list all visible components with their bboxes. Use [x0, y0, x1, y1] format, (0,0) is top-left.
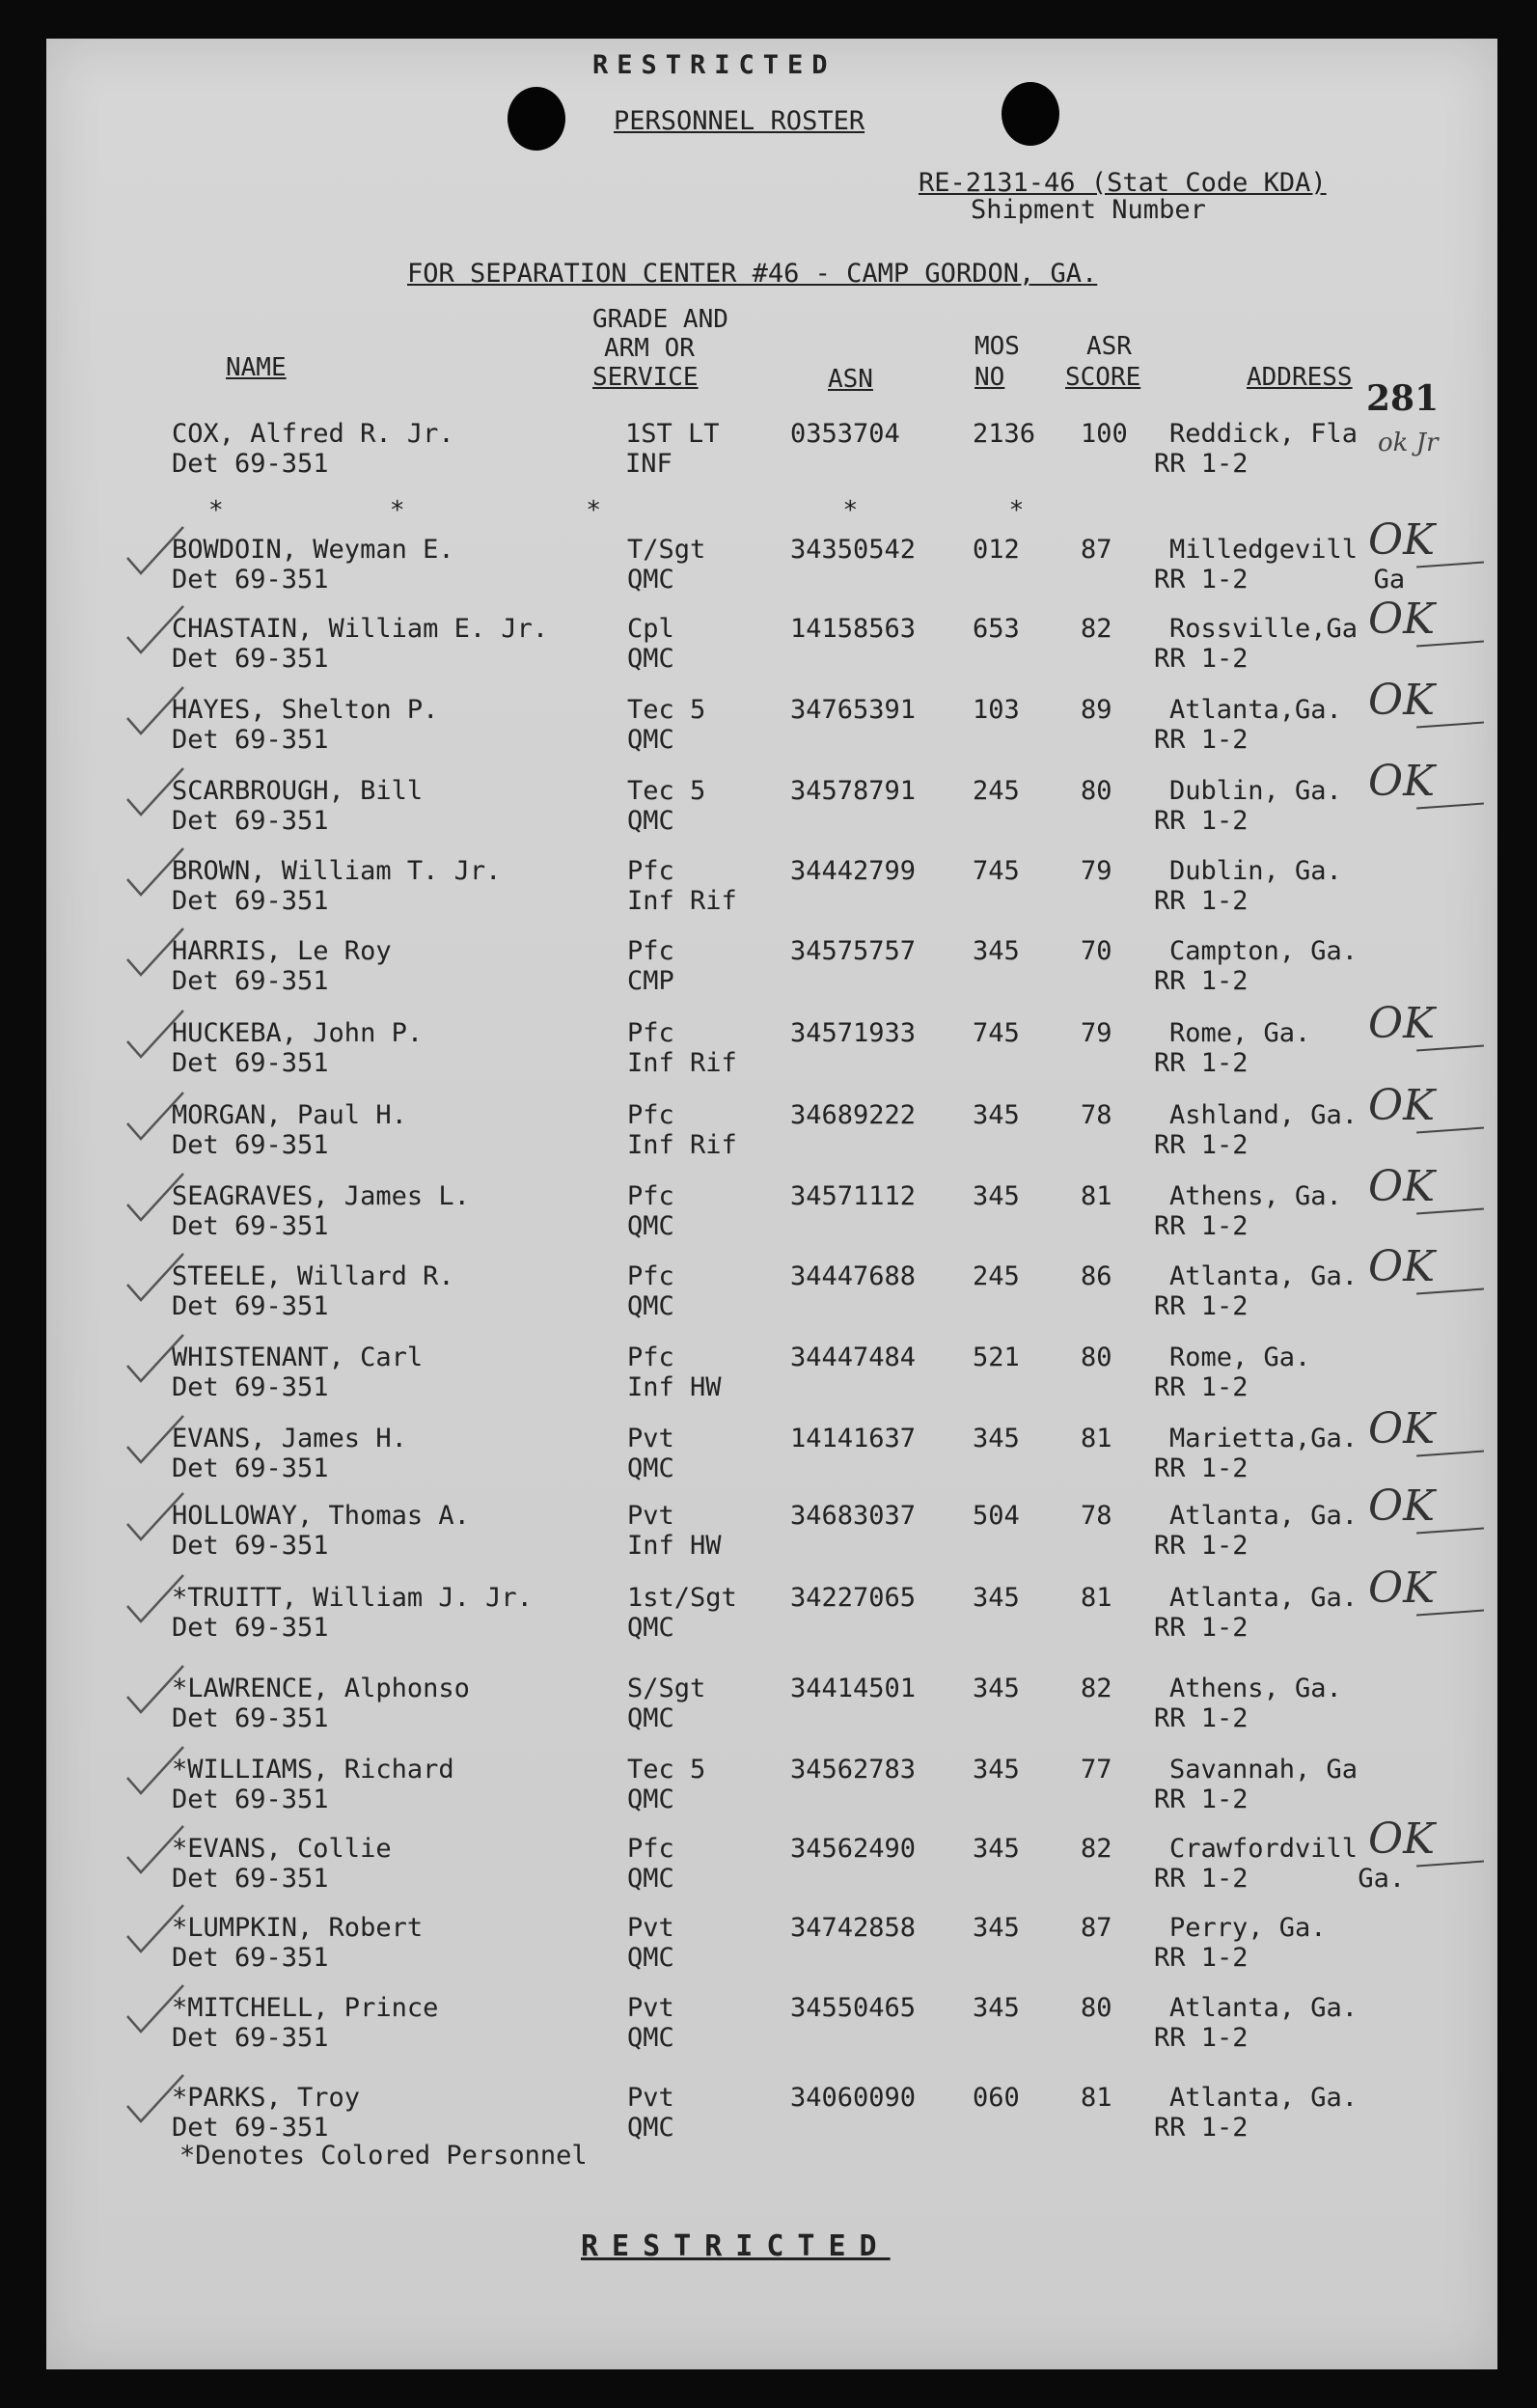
- grade: Pfc: [627, 936, 674, 966]
- roster-row: [46, 1242, 1497, 1342]
- checkmark-icon: [124, 1168, 201, 1226]
- service: QMC: [627, 644, 674, 674]
- asn: 14158563: [790, 614, 917, 644]
- mos: 345: [973, 1755, 1020, 1785]
- roster-row: [46, 1564, 1497, 1664]
- asr-score: 87: [1081, 535, 1112, 565]
- asr-score: 89: [1081, 695, 1112, 725]
- address-line-1: Rome, Ga.: [1169, 1018, 1311, 1048]
- asr-score: 86: [1081, 1261, 1112, 1291]
- address-line-2: RR 1-2: [1154, 2113, 1249, 2143]
- asr-score: 78: [1081, 1501, 1112, 1531]
- punch-hole-right: [1002, 82, 1059, 146]
- asr-header-l1: ASR: [1086, 332, 1132, 361]
- service: QMC: [627, 725, 674, 755]
- restricted-header: RESTRICTED: [592, 50, 837, 80]
- checkmark-icon: [124, 1979, 201, 2037]
- asn: 34350542: [790, 535, 917, 565]
- detachment: Det 69-351: [172, 2023, 329, 2053]
- asn: 34689222: [790, 1100, 917, 1130]
- service: INF: [625, 449, 672, 479]
- grade: Pvt: [627, 1501, 674, 1531]
- asr-score: 81: [1081, 2083, 1112, 2113]
- checkmark-icon: [124, 1487, 201, 1545]
- asn: 34442799: [790, 856, 917, 886]
- soldier-name: SCARBROUGH, Bill: [172, 776, 424, 806]
- ok-mark: OK: [1368, 1162, 1435, 1211]
- footnote: *Denotes Colored Personnel: [179, 2141, 588, 2171]
- service: QMC: [627, 806, 674, 836]
- soldier-name: HAYES, Shelton P.: [172, 695, 439, 725]
- address-line-2: RR 1-2: [1154, 1943, 1249, 1973]
- destination-line: FOR SEPARATION CENTER #46 - CAMP GORDON, GA.: [407, 259, 1098, 289]
- roster-row: [46, 1162, 1497, 1262]
- soldier-name: STEELE, Willard R.: [172, 1261, 454, 1291]
- checkmark-icon: [124, 1005, 201, 1063]
- ok-mark: OK: [1368, 999, 1435, 1048]
- checkmark-icon: [124, 1820, 201, 1878]
- detachment: Det 69-351: [172, 449, 329, 479]
- address-line-1: Atlanta, Ga.: [1169, 1583, 1359, 1613]
- grade: Tec 5: [627, 695, 706, 725]
- punch-hole-left: [508, 87, 565, 151]
- soldier-name: *PARKS, Troy: [172, 2083, 361, 2113]
- asr-score: 81: [1081, 1583, 1112, 1613]
- detachment: Det 69-351: [172, 806, 329, 836]
- asn: 34447484: [790, 1342, 917, 1372]
- document-page: [46, 39, 1497, 2369]
- roster-row-cox: [46, 419, 1497, 500]
- grade: Pvt: [627, 1993, 674, 2023]
- asr-score: 80: [1081, 776, 1112, 806]
- roster-row: [46, 936, 1497, 1017]
- service: Inf Rif: [627, 886, 737, 916]
- address-line-1: Milledgevill: [1169, 535, 1359, 565]
- checkmark-icon: [124, 1410, 201, 1468]
- detachment: Det 69-351: [172, 966, 329, 996]
- shipment-code: RE-2131-46 (Stat Code KDA): [919, 168, 1327, 198]
- roster-row: [46, 595, 1497, 695]
- checkmark-icon: [124, 521, 201, 579]
- address-line-2: RR 1-2: [1154, 1130, 1249, 1160]
- mos: 345: [973, 1100, 1020, 1130]
- address-line-2: RR 1-2: [1154, 1048, 1249, 1078]
- asr-score: 78: [1081, 1100, 1112, 1130]
- grade: Tec 5: [627, 776, 706, 806]
- grade: Pfc: [627, 1342, 674, 1372]
- checkmark-icon: [124, 1087, 201, 1145]
- address-line-2: RR 1-2: [1154, 1211, 1249, 1241]
- soldier-name: EVANS, James H.: [172, 1424, 407, 1453]
- service: QMC: [627, 1864, 674, 1894]
- mos: 504: [973, 1501, 1020, 1531]
- grade: Pfc: [627, 1181, 674, 1211]
- roster-row: [46, 676, 1497, 776]
- address-line-1: Atlanta,Ga.: [1169, 695, 1342, 725]
- roster-row: [46, 1814, 1497, 1915]
- ok-mark: OK: [1368, 1814, 1435, 1864]
- page-number: 281: [1366, 378, 1440, 419]
- restricted-footer: RESTRICTED: [581, 2229, 891, 2263]
- address-line-1: Reddick, Fla: [1169, 419, 1359, 449]
- detachment: Det 69-351: [172, 1943, 329, 1973]
- mos: 345: [973, 1674, 1020, 1703]
- asn: 34683037: [790, 1501, 917, 1531]
- address-line-1: Marietta,Ga.: [1169, 1424, 1359, 1453]
- ok-mark: OK: [1368, 1404, 1435, 1453]
- grade: Cpl: [627, 614, 674, 644]
- address-line-2: RR 1-2: [1154, 725, 1249, 755]
- service: QMC: [627, 1943, 674, 1973]
- address-line-1: Athens, Ga.: [1169, 1181, 1342, 1211]
- roster-row: [46, 515, 1497, 616]
- service: QMC: [627, 1613, 674, 1643]
- asr-header-l2: SCORE: [1065, 363, 1141, 392]
- checkmark-icon: [124, 1899, 201, 1957]
- detachment: Det 69-351: [172, 725, 329, 755]
- address-line-1: Rome, Ga.: [1169, 1342, 1311, 1372]
- asr-score: 70: [1081, 936, 1112, 966]
- grade: Pfc: [627, 1100, 674, 1130]
- detachment: Det 69-351: [172, 1703, 329, 1733]
- address-line-2: RR 1-2: [1154, 1785, 1249, 1814]
- detachment: Det 69-351: [172, 1453, 329, 1483]
- checkmark-icon: [124, 1741, 201, 1799]
- soldier-name: *LUMPKIN, Robert: [172, 1913, 424, 1943]
- roster-row: [46, 1755, 1497, 1836]
- address-line-2: RR 1-2: [1154, 966, 1249, 996]
- roster-row: [46, 1404, 1497, 1505]
- asr-score: 82: [1081, 1674, 1112, 1703]
- checkmark-icon: [124, 681, 201, 739]
- asr-score: 100: [1081, 419, 1128, 449]
- grade: 1ST LT: [625, 419, 720, 449]
- soldier-name: *MITCHELL, Prince: [172, 1993, 439, 2023]
- service: QMC: [627, 1291, 674, 1321]
- address-line-2: RR 1-2: [1154, 806, 1249, 836]
- address-line-2: RR 1-2: [1154, 1613, 1249, 1643]
- address-line-2: RR 1-2: [1154, 1531, 1249, 1561]
- roster-row: [46, 1993, 1497, 2074]
- detachment: Det 69-351: [172, 1785, 329, 1814]
- checkmark-icon: [124, 1660, 201, 1718]
- mos: 245: [973, 1261, 1020, 1291]
- service: QMC: [627, 1453, 674, 1483]
- asn: 14141637: [790, 1424, 917, 1453]
- address-line-1: Atlanta, Ga.: [1169, 1993, 1359, 2023]
- service: QMC: [627, 1211, 674, 1241]
- mos: 345: [973, 1181, 1020, 1211]
- handwritten-note: ok Jr: [1378, 429, 1439, 457]
- roster-row: [46, 757, 1497, 857]
- address-line-1: Atlanta, Ga.: [1169, 1261, 1359, 1291]
- address-line-2: RR 1-2: [1154, 2023, 1249, 2053]
- soldier-name: HUCKEBA, John P.: [172, 1018, 424, 1048]
- grade: 1st/Sgt: [627, 1583, 737, 1613]
- detachment: Det 69-351: [172, 1211, 329, 1241]
- shipment-label: Shipment Number: [971, 195, 1206, 225]
- address-line-2: RR 1-2 Ga: [1154, 565, 1406, 595]
- soldier-name: COX, Alfred R. Jr.: [172, 419, 454, 449]
- checkmark-icon: [124, 600, 201, 658]
- ok-mark: OK: [1368, 1564, 1435, 1613]
- soldier-name: BROWN, William T. Jr.: [172, 856, 502, 886]
- asr-score: 77: [1081, 1755, 1112, 1785]
- asn: 34447688: [790, 1261, 917, 1291]
- checkmark-icon: [124, 1569, 201, 1627]
- ok-mark: OK: [1368, 595, 1435, 644]
- mos: 345: [973, 1424, 1020, 1453]
- roster-row: [46, 1481, 1497, 1582]
- mos: 245: [973, 776, 1020, 806]
- roster-row: [46, 1913, 1497, 1994]
- detachment: Det 69-351: [172, 1864, 329, 1894]
- address-line-1: Crawfordvill: [1169, 1834, 1359, 1864]
- grade: Tec 5: [627, 1755, 706, 1785]
- service: Inf Rif: [627, 1048, 737, 1078]
- detachment: Det 69-351: [172, 886, 329, 916]
- detachment: Det 69-351: [172, 1531, 329, 1561]
- address-line-1: Ashland, Ga.: [1169, 1100, 1359, 1130]
- asn: 34550465: [790, 1993, 917, 2023]
- asn: 34578791: [790, 776, 917, 806]
- asr-score: 79: [1081, 1018, 1112, 1048]
- roster-row: [46, 1081, 1497, 1181]
- mos: 345: [973, 1993, 1020, 2023]
- mos: 653: [973, 614, 1020, 644]
- service: QMC: [627, 565, 674, 595]
- roster-row: [46, 1674, 1497, 1755]
- soldier-name: *TRUITT, William J. Jr.: [172, 1583, 533, 1613]
- soldier-name: *WILLIAMS, Richard: [172, 1755, 454, 1785]
- ok-mark: OK: [1368, 757, 1435, 806]
- grade: Pvt: [627, 2083, 674, 2113]
- detachment: Det 69-351: [172, 1372, 329, 1402]
- address-line-1: Athens, Ga.: [1169, 1674, 1342, 1703]
- asn: 34742858: [790, 1913, 917, 1943]
- mos: 060: [973, 2083, 1020, 2113]
- checkmark-icon: [124, 2069, 201, 2127]
- detachment: Det 69-351: [172, 1613, 329, 1643]
- soldier-name: SEAGRAVES, James L.: [172, 1181, 470, 1211]
- soldier-name: MORGAN, Paul H.: [172, 1100, 407, 1130]
- grade: Pfc: [627, 1834, 674, 1864]
- service: Inf Rif: [627, 1130, 737, 1160]
- service: QMC: [627, 2113, 674, 2143]
- grade-header-l1: GRADE AND: [592, 305, 728, 334]
- asn: 0353704: [790, 419, 900, 449]
- ok-mark: OK: [1368, 515, 1435, 565]
- mos-header-l2: NO: [974, 363, 1005, 392]
- soldier-name: BOWDOIN, Weyman E.: [172, 535, 454, 565]
- asr-score: 79: [1081, 856, 1112, 886]
- grade: Pfc: [627, 856, 674, 886]
- asn-header: ASN: [828, 365, 873, 394]
- detachment: Det 69-351: [172, 1048, 329, 1078]
- roster-row: [46, 2083, 1497, 2164]
- service: Inf HW: [627, 1531, 722, 1561]
- grade: Pvt: [627, 1913, 674, 1943]
- detachment: Det 69-351: [172, 1291, 329, 1321]
- address-header: ADDRESS: [1247, 363, 1353, 392]
- asr-score: 80: [1081, 1993, 1112, 2023]
- grade-header-l2: ARM OR: [604, 334, 695, 363]
- mos: 745: [973, 856, 1020, 886]
- asr-score: 82: [1081, 614, 1112, 644]
- asn: 34765391: [790, 695, 917, 725]
- grade: Pvt: [627, 1424, 674, 1453]
- soldier-name: HARRIS, Le Roy: [172, 936, 392, 966]
- checkmark-icon: [124, 923, 201, 981]
- address-line-1: Atlanta, Ga.: [1169, 2083, 1359, 2113]
- address-line-1: Dublin, Ga.: [1169, 776, 1342, 806]
- address-line-1: Savannah, Ga: [1169, 1755, 1359, 1785]
- asr-score: 81: [1081, 1424, 1112, 1453]
- ok-mark: OK: [1368, 676, 1435, 725]
- soldier-name: *LAWRENCE, Alphonso: [172, 1674, 470, 1703]
- roster-row: [46, 856, 1497, 937]
- address-line-1: Rossville,Ga: [1169, 614, 1359, 644]
- soldier-name: WHISTENANT, Carl: [172, 1342, 424, 1372]
- checkmark-icon: [124, 843, 201, 900]
- grade-header-l3: SERVICE: [592, 363, 699, 392]
- ok-mark: OK: [1368, 1081, 1435, 1130]
- service: QMC: [627, 2023, 674, 2053]
- address-line-1: Dublin, Ga.: [1169, 856, 1342, 886]
- mos: 2136: [973, 419, 1036, 449]
- asn: 34571933: [790, 1018, 917, 1048]
- asn: 34562490: [790, 1834, 917, 1864]
- grade: S/Sgt: [627, 1674, 706, 1703]
- ok-mark: OK: [1368, 1242, 1435, 1291]
- address-line-2: RR 1-2: [1154, 1291, 1249, 1321]
- address-line-2: RR 1-2: [1154, 886, 1249, 916]
- asr-score: 81: [1081, 1181, 1112, 1211]
- detachment: Det 69-351: [172, 1130, 329, 1160]
- asn: 34227065: [790, 1583, 917, 1613]
- address-line-2: RR 1-2: [1154, 1453, 1249, 1483]
- asn: 34060090: [790, 2083, 917, 2113]
- mos: 345: [973, 936, 1020, 966]
- service: Inf HW: [627, 1372, 722, 1402]
- asn: 34414501: [790, 1674, 917, 1703]
- address-line-2: RR 1-2: [1154, 644, 1249, 674]
- ok-mark: OK: [1368, 1481, 1435, 1531]
- soldier-name: *EVANS, Collie: [172, 1834, 392, 1864]
- mos: 345: [973, 1913, 1020, 1943]
- service: QMC: [627, 1703, 674, 1733]
- mos-header-l1: MOS: [974, 332, 1020, 361]
- grade: T/Sgt: [627, 535, 706, 565]
- address-line-2: RR 1-2 Ga.: [1154, 1864, 1406, 1894]
- mos: 103: [973, 695, 1020, 725]
- detachment: Det 69-351: [172, 2113, 329, 2143]
- separator-marks: * * * * *: [208, 496, 1025, 525]
- mos: 345: [973, 1583, 1020, 1613]
- mos: 745: [973, 1018, 1020, 1048]
- asr-score: 87: [1081, 1913, 1112, 1943]
- detachment: Det 69-351: [172, 565, 329, 595]
- asr-score: 82: [1081, 1834, 1112, 1864]
- address-line-1: Campton, Ga.: [1169, 936, 1359, 966]
- grade: Pfc: [627, 1261, 674, 1291]
- address-line-1: Atlanta, Ga.: [1169, 1501, 1359, 1531]
- soldier-name: CHASTAIN, William E. Jr.: [172, 614, 549, 644]
- service: CMP: [627, 966, 674, 996]
- grade: Pfc: [627, 1018, 674, 1048]
- address-line-1: Perry, Ga.: [1169, 1913, 1327, 1943]
- roster-title: PERSONNEL ROSTER: [614, 106, 865, 136]
- name-header: NAME: [226, 353, 287, 382]
- asn: 34562783: [790, 1755, 917, 1785]
- mos: 345: [973, 1834, 1020, 1864]
- address-line-2: RR 1-2: [1154, 449, 1249, 479]
- checkmark-icon: [124, 1248, 201, 1306]
- checkmark-icon: [124, 762, 201, 820]
- address-line-2: RR 1-2: [1154, 1703, 1249, 1733]
- mos: 012: [973, 535, 1020, 565]
- asn: 34571112: [790, 1181, 917, 1211]
- detachment: Det 69-351: [172, 644, 329, 674]
- roster-row: [46, 1342, 1497, 1424]
- mos: 521: [973, 1342, 1020, 1372]
- soldier-name: HOLLOWAY, Thomas A.: [172, 1501, 470, 1531]
- service: QMC: [627, 1785, 674, 1814]
- asr-score: 80: [1081, 1342, 1112, 1372]
- address-line-2: RR 1-2: [1154, 1372, 1249, 1402]
- roster-row: [46, 999, 1497, 1099]
- asn: 34575757: [790, 936, 917, 966]
- checkmark-icon: [124, 1329, 201, 1387]
